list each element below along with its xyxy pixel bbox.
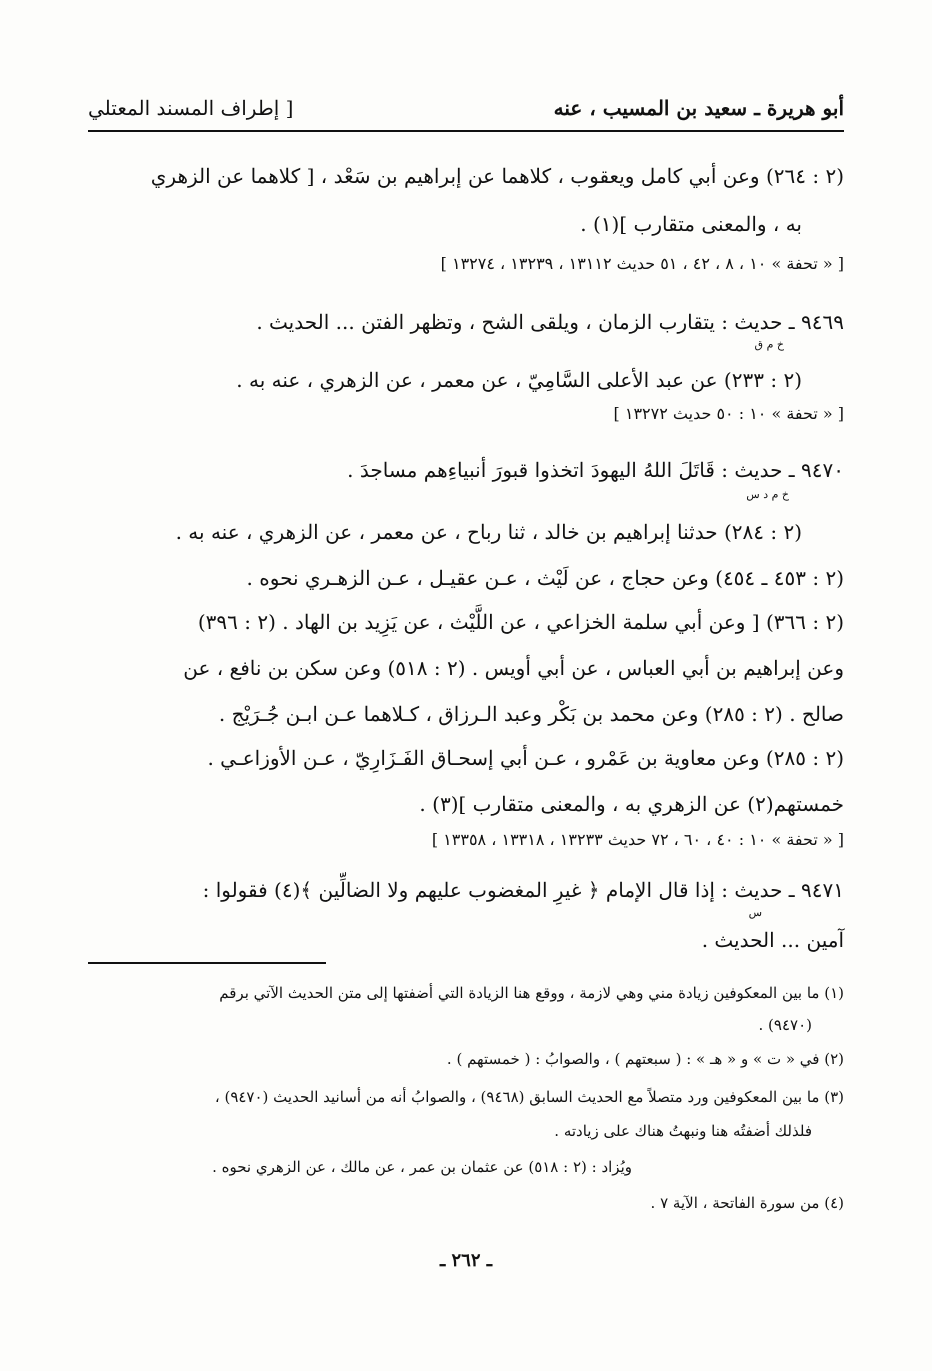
hadith-heading-9469: ٩٤٦٩ ـ حديث : يتقارب الزمان ، ويلقى الشح ، وتظهر الفتن ... الحديث . [256,310,844,334]
body-line: (٢ : ٣٦٦) [ وعن أبي سلمة الخزاعي ، عن اللَّيْث ، عن يَزِيد بن الهاد . (٢ : ٣٩٦) [197,610,844,634]
tuhfa-reference: [ « تحفة » ١٠ : ٥٠ حديث ١٣٢٧٢ ] [613,404,844,423]
body-line: (٢ : ٢٣٣) عن عبد الأعلى السَّامِيّ ، عن معمر ، عن الزهري ، عنه به . [236,368,802,392]
hadith-heading-9470: ٩٤٧٠ ـ حديث : قَاتَلَ اللهُ اليهودَ اتخذوا قبورَ أنبياءِهم مساجدَ . [347,458,844,482]
hadith-sigla: خ م د س [746,488,789,501]
body-line: خمستهم(٢) عن الزهري به ، والمعنى متقارب ](٣) . [419,792,844,816]
body-line: آمين ... الحديث . [701,928,844,952]
body-line: به ، والمعنى متقارب ](١) . [580,212,802,236]
body-line: (٢ : ٢٨٤) حدثنا إبراهيم بن خالد ، ثنا رباح ، عن معمر ، عن الزهري ، عنه به . [175,520,802,544]
footnote: (٣) ما بين المعكوفين ورد متصلاً مع الحديث السابق (٩٤٦٨) ، والصوابُ أنه من أسانيد الحديث (٩٤٧٠) ، [214,1088,844,1106]
page-number: ـ ٢٦٢ ـ [439,1250,493,1271]
header-chapter-title: أبو هريرة ـ سعيد بن المسيب ، عنه [553,96,844,120]
body-line: (٢ : ٢٦٤) وعن أبي كامل ويعقوب ، كلاهما عن إبراهيم بن سَعْد ، [ كلاهما عن الزهري [150,164,844,188]
body-line: وعن إبراهيم بن أبي العباس ، عن أبي أويس . (٢ : ٥١٨) وعن سكن بن نافع ، عن [183,656,844,680]
hadith-sigla: س [748,906,762,919]
footnote-separator [88,962,326,964]
footnote: ويُزاد : (٢ : ٥١٨) عن عثمان بن عمر ، عن مالك ، عن الزهري نحوه . [212,1158,632,1176]
hadith-heading-9471: ٩٤٧١ ـ حديث : إذا قال الإمام ﴿ غيرِ المغضوب عليهم ولا الضالِّين ﴾(٤) فقولوا : [202,878,844,902]
header-book-title: [ إطراف المسند المعتلي [88,96,294,120]
footnote: (٤) من سورة الفاتحة ، الآية ٧ . [650,1194,844,1212]
footnote: (٢) في « ت » و « هـ » : ( سبعتهم ) ، والصوابُ : ( خمستهم ) . [446,1050,844,1068]
hadith-sigla: خ م ق [754,338,784,351]
tuhfa-reference: [ « تحفة » ١٠ ، ٨ ، ٤٢ ، ٥١ حديث ١٣١١٢ ، ١٣٢٣٩ ، ١٣٢٧٤ ] [440,254,844,273]
running-header [88,96,844,132]
body-line: صالح . (٢ : ٢٨٥) وعن محمد بن بَكْر وعبد الـرزاق ، كـلاهما عـن ابـن جُـرَيْج . [218,702,844,726]
body-line: (٢ : ٤٥٣ ـ ٤٥٤) وعن حجاج ، عن لَيْث ، عـن عقيـل ، عـن الزهـري نحوه . [246,566,844,590]
body-line: (٢ : ٢٨٥) وعن معاوية بن عَمْرو ، عـن أبي إسحـاق الفَـزَارِيّ ، عـن الأوزاعـي . [207,746,844,770]
footnote: (٩٤٧٠) . [758,1016,812,1034]
footnote: (١) ما بين المعكوفين زيادة مني وهي لازمة ، ووقع هنا الزيادة التي أضفتها إلى متن الحديث الآتي برقم [219,984,844,1002]
tuhfa-reference: [ « تحفة » ١٠ : ٤٠ ، ٦٠ ، ٧٢ حديث ١٣٢٣٣ ، ١٣٣١٨ ، ١٣٣٥٨ ] [431,830,844,849]
footnote: فلذلك أضفتُه هنا ونبهتُ هناك على زيادته . [554,1122,812,1140]
